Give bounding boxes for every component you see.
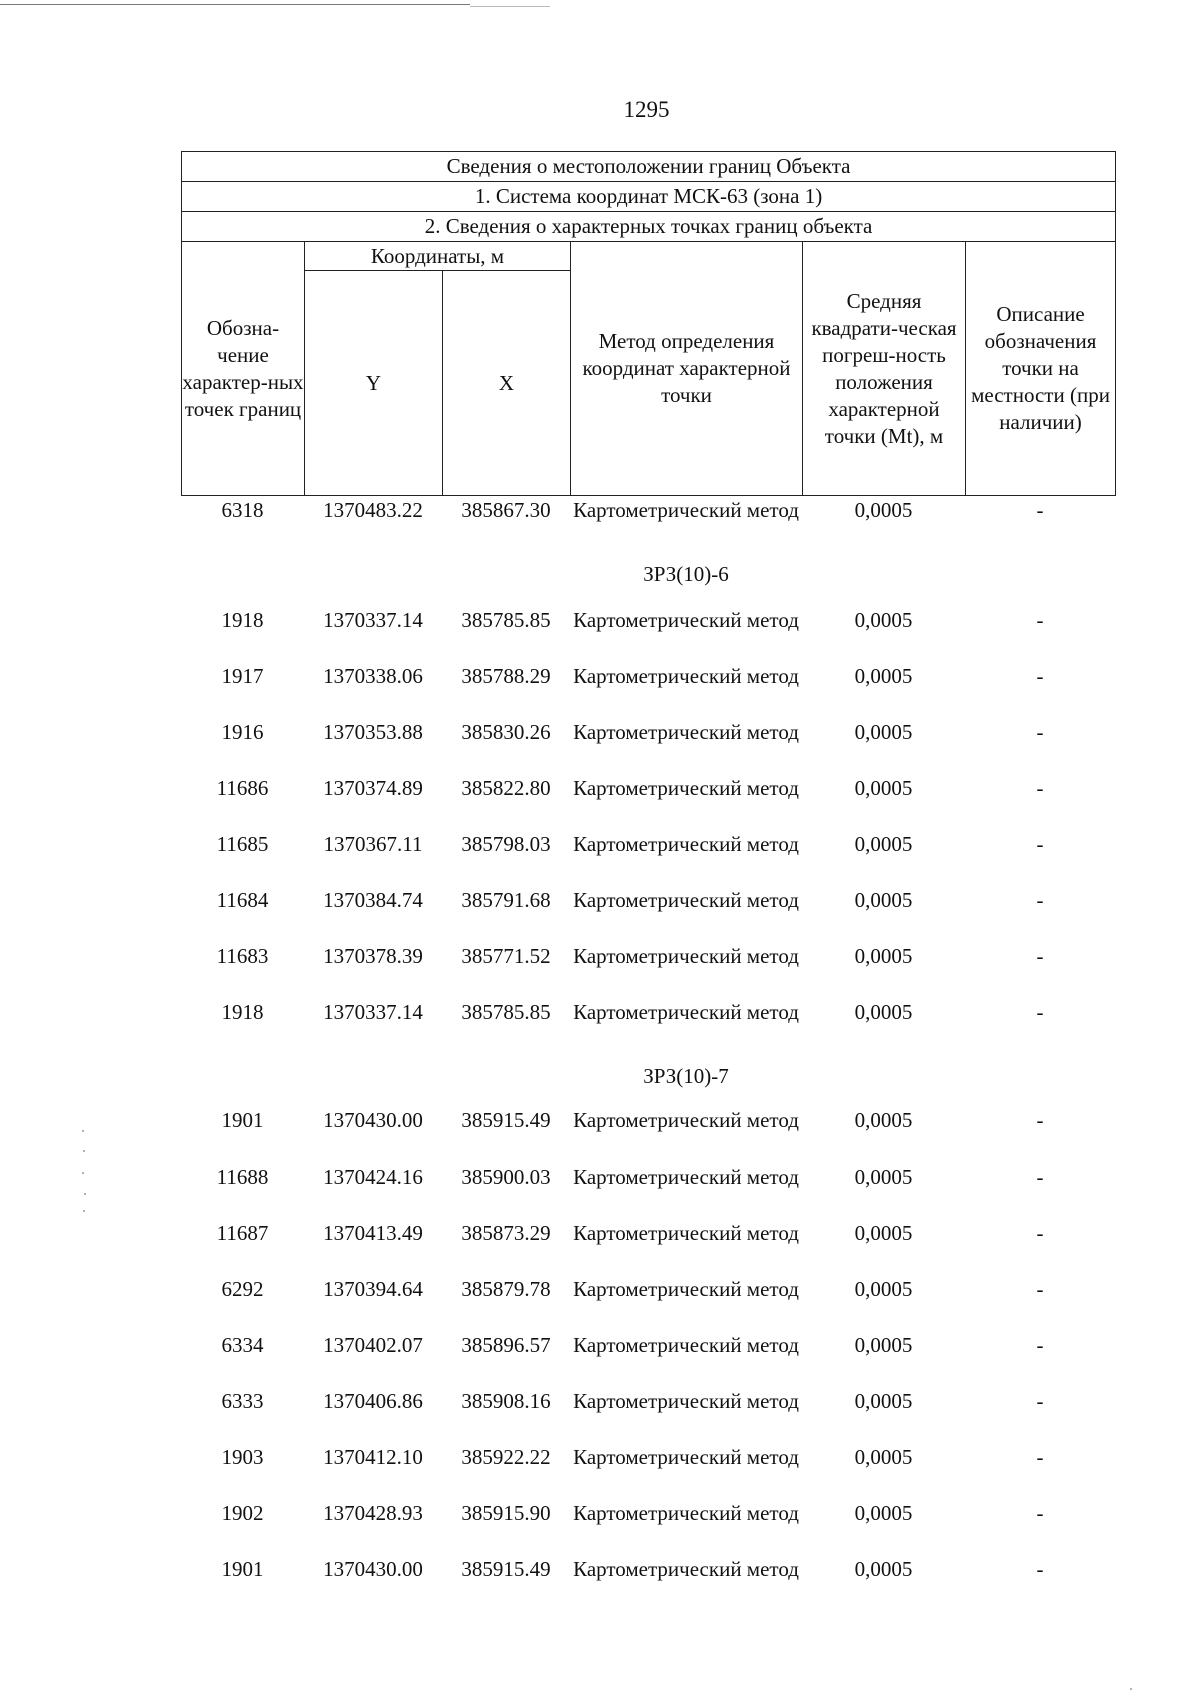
- coord-x: 385867.30: [461, 498, 551, 522]
- table-row: [181, 943, 1115, 999]
- method: Картометрический метод: [573, 1108, 799, 1132]
- table-title: Сведения о местоположении границ Объекта: [182, 152, 1116, 182]
- coord-y: 1370430.00: [323, 1557, 423, 1581]
- table-row: [181, 831, 1115, 887]
- description: -: [1036, 1000, 1044, 1024]
- method: Картометрический метод: [573, 1501, 799, 1525]
- point-id: 1903: [221, 1445, 264, 1469]
- table-row: [181, 999, 1115, 1055]
- scan-speck: [83, 1210, 85, 1212]
- page-number: 1295: [623, 97, 670, 122]
- coord-x: 385771.52: [461, 944, 551, 968]
- scan-speck: [1130, 1688, 1132, 1690]
- table-row: [181, 775, 1115, 831]
- col-header-method: Метод определения координат характерной точки: [571, 242, 803, 496]
- point-id: 1918: [221, 1000, 264, 1024]
- scan-edge-line: [0, 4, 470, 5]
- table-row: [181, 1220, 1115, 1276]
- mt-value: 0,0005: [854, 1389, 913, 1413]
- description: -: [1036, 776, 1044, 800]
- mt-value: 0,0005: [854, 1557, 913, 1581]
- point-id: 6318: [221, 498, 264, 522]
- mt-value: 0,0005: [854, 498, 913, 522]
- method: Картометрический метод: [573, 1221, 799, 1245]
- mt-value: 0,0005: [854, 1108, 913, 1132]
- mt-value: 0,0005: [854, 1501, 913, 1525]
- mt-value: 0,0005: [854, 1000, 913, 1024]
- description: -: [1036, 1277, 1044, 1301]
- coord-y: 1370337.14: [323, 1000, 423, 1024]
- point-id: 11683: [216, 944, 269, 968]
- table-row: [181, 1107, 1115, 1163]
- method: Картометрический метод: [573, 1165, 799, 1189]
- description: -: [1036, 888, 1044, 912]
- coord-x: 385915.49: [461, 1108, 551, 1132]
- header-table: [181, 151, 1116, 496]
- description: -: [1036, 608, 1044, 632]
- scan-edge-line: [470, 6, 550, 7]
- coord-x: 385922.22: [461, 1445, 551, 1469]
- method: Картометрический метод: [573, 1277, 799, 1301]
- description: -: [1036, 944, 1044, 968]
- point-id: 11685: [216, 832, 269, 856]
- coord-x: 385879.78: [461, 1277, 551, 1301]
- coord-y: 1370402.07: [323, 1333, 423, 1357]
- coord-x: 385822.80: [461, 776, 551, 800]
- point-id: 11686: [216, 776, 269, 800]
- table-row: [181, 719, 1115, 775]
- table-row: [181, 607, 1115, 663]
- table-row: [181, 1500, 1115, 1556]
- method: Картометрический метод: [573, 1389, 799, 1413]
- mt-value: 0,0005: [854, 608, 913, 632]
- table-row: [181, 1444, 1115, 1500]
- coord-y: 1370412.10: [323, 1445, 423, 1469]
- coord-y: 1370428.93: [323, 1501, 423, 1525]
- table-row: [181, 1388, 1115, 1444]
- point-id: 11687: [216, 1221, 269, 1245]
- description: -: [1036, 1501, 1044, 1525]
- mt-value: 0,0005: [854, 832, 913, 856]
- coord-y: 1370378.39: [323, 944, 423, 968]
- mt-value: 0,0005: [854, 888, 913, 912]
- section-label: ЗРЗ(10)-6: [643, 562, 729, 586]
- method: Картометрический метод: [573, 776, 799, 800]
- coord-y: 1370374.89: [323, 776, 423, 800]
- coord-y: 1370353.88: [323, 720, 423, 744]
- coord-y: 1370367.11: [323, 832, 423, 856]
- mt-value: 0,0005: [854, 776, 913, 800]
- section-label: ЗРЗ(10)-7: [643, 1064, 729, 1088]
- col-header-designation: Обозна-чение характер-ных точек границ: [182, 242, 305, 496]
- table-row: [181, 1276, 1115, 1332]
- coord-x: 385785.85: [461, 1000, 551, 1024]
- coord-x: 385873.29: [461, 1221, 551, 1245]
- description: -: [1036, 1333, 1044, 1357]
- description: -: [1036, 1389, 1044, 1413]
- description: -: [1036, 1557, 1044, 1581]
- point-id: 1902: [221, 1501, 264, 1525]
- table-row: [181, 1556, 1115, 1612]
- method: Картометрический метод: [573, 608, 799, 632]
- coord-y: 1370483.22: [323, 498, 423, 522]
- table-row: [181, 887, 1115, 943]
- point-id: 6334: [221, 1333, 264, 1357]
- coord-y: 1370384.74: [323, 888, 423, 912]
- coord-y: 1370413.49: [323, 1221, 423, 1245]
- point-id: 1916: [221, 720, 264, 744]
- point-id: 1917: [221, 664, 264, 688]
- coord-x: 385915.49: [461, 1557, 551, 1581]
- col-header-y: Y: [305, 271, 443, 496]
- method: Картометрический метод: [573, 720, 799, 744]
- description: -: [1036, 720, 1044, 744]
- col-header-mt: Средняя квадрати-ческая погреш-ность положения характерной точки (Mt), м: [803, 242, 966, 496]
- method: Картометрический метод: [573, 888, 799, 912]
- mt-value: 0,0005: [854, 1445, 913, 1469]
- coord-x: 385908.16: [461, 1389, 551, 1413]
- point-id: 1901: [221, 1557, 264, 1581]
- scan-speck: [82, 1172, 84, 1174]
- coord-x: 385830.26: [461, 720, 551, 744]
- method: Картометрический метод: [573, 832, 799, 856]
- coord-x: 385785.85: [461, 608, 551, 632]
- scan-speck: [83, 1150, 85, 1152]
- coord-x: 385900.03: [461, 1165, 551, 1189]
- description: -: [1036, 498, 1044, 522]
- point-id: 1918: [221, 608, 264, 632]
- point-id: 6333: [221, 1389, 264, 1413]
- coord-x: 385896.57: [461, 1333, 551, 1357]
- table-row: [181, 1332, 1115, 1388]
- table-row: [181, 1164, 1115, 1220]
- col-header-coords: Координаты, м: [305, 242, 571, 271]
- mt-value: 0,0005: [854, 1165, 913, 1189]
- method: Картометрический метод: [573, 664, 799, 688]
- coord-y: 1370424.16: [323, 1165, 423, 1189]
- method: Картометрический метод: [573, 1557, 799, 1581]
- coord-x: 385788.29: [461, 664, 551, 688]
- method: Картометрический метод: [573, 1445, 799, 1469]
- coord-y: 1370338.06: [323, 664, 423, 688]
- method: Картометрический метод: [573, 944, 799, 968]
- scan-speck: [82, 1130, 84, 1132]
- mt-value: 0,0005: [854, 664, 913, 688]
- description: -: [1036, 832, 1044, 856]
- table-row: [181, 663, 1115, 719]
- point-id: 11684: [216, 888, 269, 912]
- col-header-x: X: [443, 271, 571, 496]
- mt-value: 0,0005: [854, 1277, 913, 1301]
- coord-x: 385798.03: [461, 832, 551, 856]
- method: Картометрический метод: [573, 1333, 799, 1357]
- table-row: [181, 497, 1115, 553]
- coord-y: 1370337.14: [323, 608, 423, 632]
- mt-value: 0,0005: [854, 1333, 913, 1357]
- points-title: 2. Сведения о характерных точках границ объекта: [182, 212, 1116, 242]
- description: -: [1036, 1108, 1044, 1132]
- coord-x: 385915.90: [461, 1501, 551, 1525]
- coord-x: 385791.68: [461, 888, 551, 912]
- mt-value: 0,0005: [854, 1221, 913, 1245]
- point-id: 1901: [221, 1108, 264, 1132]
- coord-system-title: 1. Система координат МСК-63 (зона 1): [182, 182, 1116, 212]
- description: -: [1036, 1221, 1044, 1245]
- mt-value: 0,0005: [854, 720, 913, 744]
- point-id: 11688: [216, 1165, 269, 1189]
- method: Картометрический метод: [573, 1000, 799, 1024]
- method: Картометрический метод: [573, 498, 799, 522]
- point-id: 6292: [221, 1277, 264, 1301]
- description: -: [1036, 1165, 1044, 1189]
- coord-y: 1370394.64: [323, 1277, 423, 1301]
- col-header-description: Описание обозначения точки на местности (при наличии): [966, 242, 1116, 496]
- description: -: [1036, 664, 1044, 688]
- coord-y: 1370430.00: [323, 1108, 423, 1132]
- mt-value: 0,0005: [854, 944, 913, 968]
- scan-speck: [84, 1193, 86, 1195]
- description: -: [1036, 1445, 1044, 1469]
- coord-y: 1370406.86: [323, 1389, 423, 1413]
